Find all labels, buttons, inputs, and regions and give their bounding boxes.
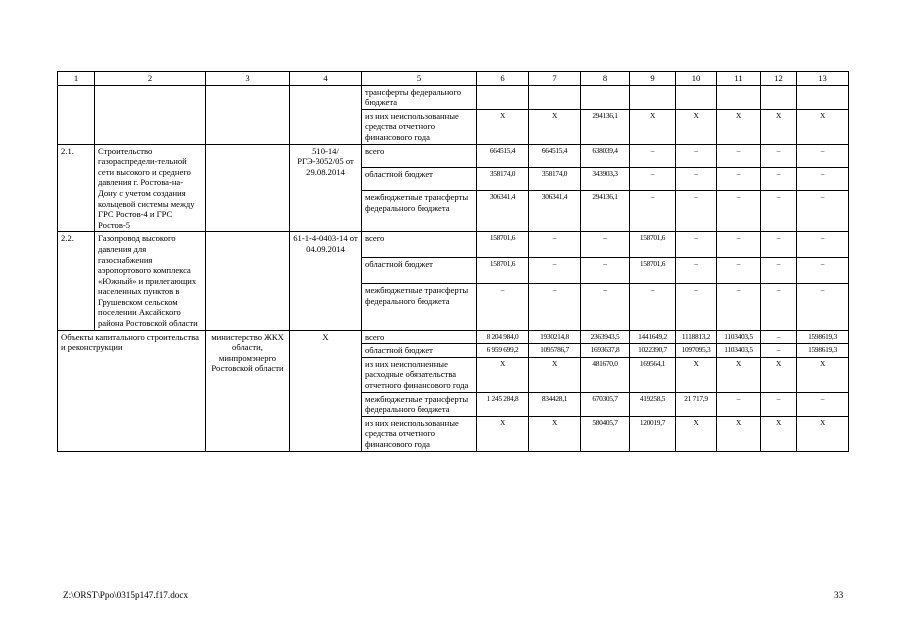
value-cell: X xyxy=(761,416,797,451)
empty-cell xyxy=(529,85,581,109)
table-row xyxy=(58,144,849,167)
row-label: межбюджетные трансферты федерального бюджета xyxy=(362,190,477,231)
value-cell: – xyxy=(630,284,676,330)
empty-cell xyxy=(58,85,95,144)
value-cell: 834428,1 xyxy=(529,392,581,416)
value-cell: 169564,1 xyxy=(630,357,676,392)
value-cell: 481670,0 xyxy=(581,357,630,392)
value-cell: 664515,4 xyxy=(529,144,581,167)
row-label: областной бюджет xyxy=(362,167,477,190)
value-cell: – xyxy=(797,167,849,190)
row-label: из них неиспользованные средства отчетного финансового года xyxy=(362,416,477,451)
value-cell: 580405,7 xyxy=(581,416,630,451)
row-label: областной бюджет xyxy=(362,258,477,284)
empty-cell xyxy=(761,85,797,109)
column-number: 12 xyxy=(761,72,797,86)
value-cell: – xyxy=(676,258,717,284)
value-cell: X xyxy=(529,109,581,144)
column-number: 13 xyxy=(797,72,849,86)
value-cell: 2363943,5 xyxy=(581,330,630,344)
empty-cell xyxy=(95,85,206,144)
value-cell: 306341,4 xyxy=(477,190,529,231)
file-path: Z:\ORST\Ppo\0315p147.f17.docx xyxy=(63,590,189,600)
value-cell: 343903,3 xyxy=(581,167,630,190)
empty-cell xyxy=(581,85,630,109)
value-cell: 6 959 699,2 xyxy=(477,344,529,358)
group-name: Объекты капитального строительства и реконструкции xyxy=(58,330,206,451)
empty-cell xyxy=(290,85,362,144)
value-cell: – xyxy=(581,232,630,258)
value-cell: X xyxy=(477,416,529,451)
value-cell: 8 204 984,0 xyxy=(477,330,529,344)
value-cell: – xyxy=(761,144,797,167)
value-cell: – xyxy=(676,167,717,190)
value-cell: X xyxy=(717,357,761,392)
column-number: 8 xyxy=(581,72,630,86)
table-row xyxy=(58,232,849,258)
value-cell: – xyxy=(477,284,529,330)
document-ref: X xyxy=(290,330,362,451)
value-cell: – xyxy=(797,232,849,258)
page-number: 33 xyxy=(834,590,844,600)
value-cell: – xyxy=(676,232,717,258)
column-number: 3 xyxy=(206,72,290,86)
row-label: из них неисполненные расходные обязательства отчетного финансового года xyxy=(362,357,477,392)
value-cell: 294136,1 xyxy=(581,109,630,144)
value-cell: X xyxy=(630,109,676,144)
value-cell: 1097095,3 xyxy=(676,344,717,358)
value-cell: X xyxy=(529,416,581,451)
value-cell: 158701,6 xyxy=(477,258,529,284)
empty-cell xyxy=(206,85,290,144)
value-cell: – xyxy=(797,392,849,416)
value-cell: 1693637,8 xyxy=(581,344,630,358)
value-cell: X xyxy=(676,109,717,144)
value-cell: 306341,4 xyxy=(529,190,581,231)
row-label: межбюджетные трансферты федерального бюджета xyxy=(362,392,477,416)
value-cell: – xyxy=(581,258,630,284)
value-cell: – xyxy=(630,144,676,167)
value-cell: – xyxy=(761,167,797,190)
value-cell: – xyxy=(676,284,717,330)
value-cell: – xyxy=(797,144,849,167)
value-cell: – xyxy=(717,144,761,167)
value-cell: 21 717,9 xyxy=(676,392,717,416)
value-cell: – xyxy=(761,232,797,258)
value-cell: – xyxy=(529,258,581,284)
value-cell: – xyxy=(761,344,797,358)
value-cell: 358174,0 xyxy=(477,167,529,190)
value-cell: – xyxy=(581,284,630,330)
column-number: 10 xyxy=(676,72,717,86)
value-cell: X xyxy=(761,109,797,144)
value-cell: – xyxy=(717,167,761,190)
column-number: 7 xyxy=(529,72,581,86)
value-cell: X xyxy=(797,416,849,451)
empty-cell xyxy=(630,85,676,109)
value-cell: 158701,6 xyxy=(630,258,676,284)
responsible-ministry: министерство ЖКХ области, минпромэнерго Ростовской области xyxy=(206,330,290,451)
document-ref: 61-1-4-0403-14 от 04.09.2014 xyxy=(290,232,362,330)
item-name: Строительство газораспредели-тельной сети высокого и среднего давления г. Ростова-на-Дону с учетом создания кольцевой системы между ГРС Ростов-4 и ГРС Ростов-5 xyxy=(95,144,206,232)
value-cell: – xyxy=(529,232,581,258)
value-cell: 1118813,2 xyxy=(676,330,717,344)
row-label: трансферты федерального бюджета xyxy=(362,85,477,109)
value-cell: X xyxy=(797,357,849,392)
value-cell: – xyxy=(717,258,761,284)
value-cell: X xyxy=(797,109,849,144)
column-number: 5 xyxy=(362,72,477,86)
value-cell: 1103403,5 xyxy=(717,344,761,358)
column-number: 4 xyxy=(290,72,362,86)
item-name: Газопровод высокого давления для газоснабжения аэропортового комплекса «Южный» и прилегающих населенных пунктов в Грушевском сельском поселении Аксайского района Ростовской области xyxy=(95,232,206,330)
value-cell: – xyxy=(630,167,676,190)
value-cell: 158701,6 xyxy=(630,232,676,258)
empty-cell xyxy=(797,85,849,109)
column-number: 2 xyxy=(95,72,206,86)
value-cell: 1598619,3 xyxy=(797,330,849,344)
table-row xyxy=(58,330,849,344)
value-cell: – xyxy=(717,190,761,231)
value-cell: – xyxy=(676,190,717,231)
column-number: 6 xyxy=(477,72,529,86)
value-cell: – xyxy=(761,392,797,416)
value-cell: X xyxy=(676,416,717,451)
empty-cell xyxy=(206,144,290,232)
value-cell: 1441649,2 xyxy=(630,330,676,344)
value-cell: 1103403,5 xyxy=(717,330,761,344)
row-label: всего xyxy=(362,232,477,258)
empty-cell xyxy=(717,85,761,109)
value-cell: X xyxy=(717,416,761,451)
table-row xyxy=(58,85,849,109)
document-ref: 510-14/РГЭ-3052/05 от 29.08.2014 xyxy=(290,144,362,232)
value-cell: 419258,5 xyxy=(630,392,676,416)
value-cell: – xyxy=(761,284,797,330)
value-cell: 664515,4 xyxy=(477,144,529,167)
row-label: областной бюджет xyxy=(362,344,477,358)
value-cell: – xyxy=(797,190,849,231)
value-cell: 670305,7 xyxy=(581,392,630,416)
column-number: 11 xyxy=(717,72,761,86)
value-cell: 1 245 284,8 xyxy=(477,392,529,416)
value-cell: – xyxy=(717,284,761,330)
value-cell: – xyxy=(761,330,797,344)
value-cell: X xyxy=(761,357,797,392)
budget-table xyxy=(57,71,849,452)
value-cell: 120019,7 xyxy=(630,416,676,451)
value-cell: 1930214,8 xyxy=(529,330,581,344)
value-cell: – xyxy=(761,190,797,231)
value-cell: X xyxy=(477,109,529,144)
value-cell: – xyxy=(717,232,761,258)
value-cell: X xyxy=(717,109,761,144)
value-cell: – xyxy=(797,284,849,330)
value-cell: 1095786,7 xyxy=(529,344,581,358)
empty-cell xyxy=(477,85,529,109)
value-cell: – xyxy=(797,258,849,284)
value-cell: – xyxy=(676,144,717,167)
value-cell: X xyxy=(529,357,581,392)
value-cell: 638039,4 xyxy=(581,144,630,167)
column-number: 1 xyxy=(58,72,95,86)
column-number-row xyxy=(58,72,849,86)
value-cell: 158701,6 xyxy=(477,232,529,258)
value-cell: – xyxy=(717,392,761,416)
row-label: межбюджетные трансферты федерального бюджета xyxy=(362,284,477,330)
value-cell: – xyxy=(630,190,676,231)
value-cell: X xyxy=(676,357,717,392)
row-label: всего xyxy=(362,144,477,167)
value-cell: 294136,1 xyxy=(581,190,630,231)
value-cell: 358174,0 xyxy=(529,167,581,190)
row-label: всего xyxy=(362,330,477,344)
value-cell: – xyxy=(529,284,581,330)
value-cell: X xyxy=(477,357,529,392)
empty-cell xyxy=(206,232,290,330)
empty-cell xyxy=(676,85,717,109)
value-cell: 1598619,3 xyxy=(797,344,849,358)
item-number: 2.1. xyxy=(58,144,95,232)
row-label: из них неиспользованные средства отчетного финансового года xyxy=(362,109,477,144)
column-number: 9 xyxy=(630,72,676,86)
value-cell: 1022390,7 xyxy=(630,344,676,358)
item-number: 2.2. xyxy=(58,232,95,330)
value-cell: – xyxy=(761,258,797,284)
